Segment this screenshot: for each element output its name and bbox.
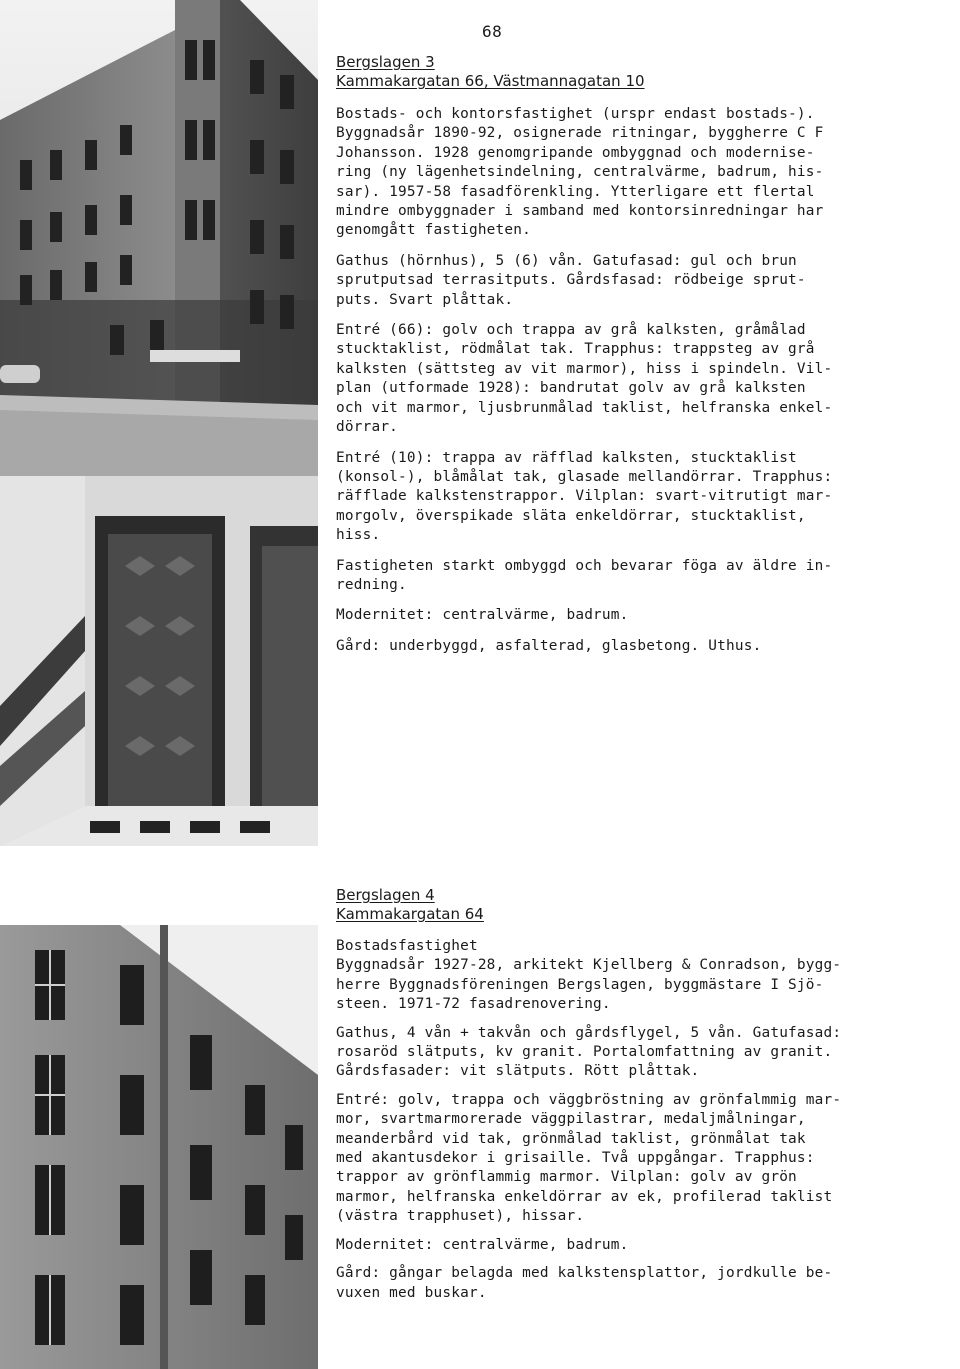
page-number: 68 (482, 22, 503, 41)
entry-bergslagen-4 (336, 886, 936, 1312)
entry-heading: Bergslagen 4 (336, 886, 435, 904)
entry-paragraph: Entré (10): trappa av räfflad kalksten, stucktaklist (konsol-), blåmålat tak, glasade mellandörrar. Trapphus: räfflade kalkstenstrappor. Vilplan: svart-vitrutigt mar- morgolv, överspikade släta enkeldörrar, stucktaklist, hiss. (336, 449, 833, 544)
photo-entrance-door (0, 476, 318, 846)
entry-paragraph: Gård: underbyggd, asfalterad, glasbetong. Uthus. (336, 637, 762, 654)
entry-address: Kammakargatan 66, Västmannagatan 10 (336, 72, 645, 90)
entry-bergslagen-3 (336, 53, 936, 667)
entrance-photo-illustration (0, 476, 318, 846)
photo-corner-building (0, 0, 318, 490)
corner-building-photo-illustration (0, 0, 318, 490)
entry-heading: Bergslagen 3 (336, 53, 435, 71)
entry-paragraph: Modernitet: centralvärme, badrum. (336, 1236, 629, 1253)
entry-paragraph: Entré: golv, trappa och väggbröstning av grönfalmmig mar- mor, svartmarmorerade väggpilastrar, medaljmålningar, meanderbård vid tak, grönmålad taklist, grönmålat tak med akantusdekor i grisaille. Två uppgångar. Trapphus: trappor av grönflammig marmor. Vilplan: golv av grön marmor, helfranska enkeldörrar av ek, profilerad taklist (västra trapphuset), hissar. (336, 1091, 842, 1225)
entry-paragraph: Bostads- och kontorsfastighet (urspr endast bostads-). Byggnadsår 1890-92, osignerade ritningar, byggherre C F Johansson. 1928 genomgripande ombyggnad och modernise- ring (ny lägenhetsindelning, centralvärme, badrum, his- sar). 1957-58 fasadförenkling. Ytterligare ett flertal mindre ombyggnader i samband med kontorsinredningar har genomgått fastigheten. (336, 106, 824, 239)
photo-facade-building (0, 925, 318, 1369)
entry-paragraph: Entré (66): golv och trappa av grå kalksten, gråmålad stucktaklist, rödmålat tak. Trapphus: trappsteg av grå kalksten (sättsteg av vit marmor), hiss i spindeln. Vil- plan (utformade 1928): bandrutat golv av grå kalksten och vit marmor, ljusbrunmålad taklist, helfranska enkel- dörrar. (336, 322, 833, 436)
entry-paragraph: Gathus, 4 vån + takvån och gårdsflygel, 5 vån. Gatufasad: rosaröd slätputs, kv granit. Portalomfattning av granit. Gårdsfasader: vit slätputs. Rött plåttak. (336, 1024, 842, 1080)
entry-paragraph: Gathus (hörnhus), 5 (6) vån. Gatufasad: gul och brun sprutputsad terrasitputs. Gårdsfasad: rödbeige sprut- puts. Svart plåttak. (336, 252, 806, 308)
entry-paragraph: Fastigheten starkt ombyggd och bevarar föga av äldre in- redning. (336, 557, 833, 593)
facade-photo-illustration (0, 925, 318, 1369)
entry-address: Kammakargatan 64 (336, 905, 484, 923)
entry-paragraph: Bostadsfastighet Byggnadsår 1927-28, arkitekt Kjellberg & Conradson, bygg- herre Byggnadsföreningen Bergslagen, byggmästare I Sjö- steen. 1971-72 fasadrenovering. (336, 938, 842, 1013)
entry-paragraph: Modernitet: centralvärme, badrum. (336, 607, 629, 624)
entry-paragraph: Gård: gångar belagda med kalkstensplattor, jordkulle be- vuxen med buskar. (336, 1265, 833, 1301)
